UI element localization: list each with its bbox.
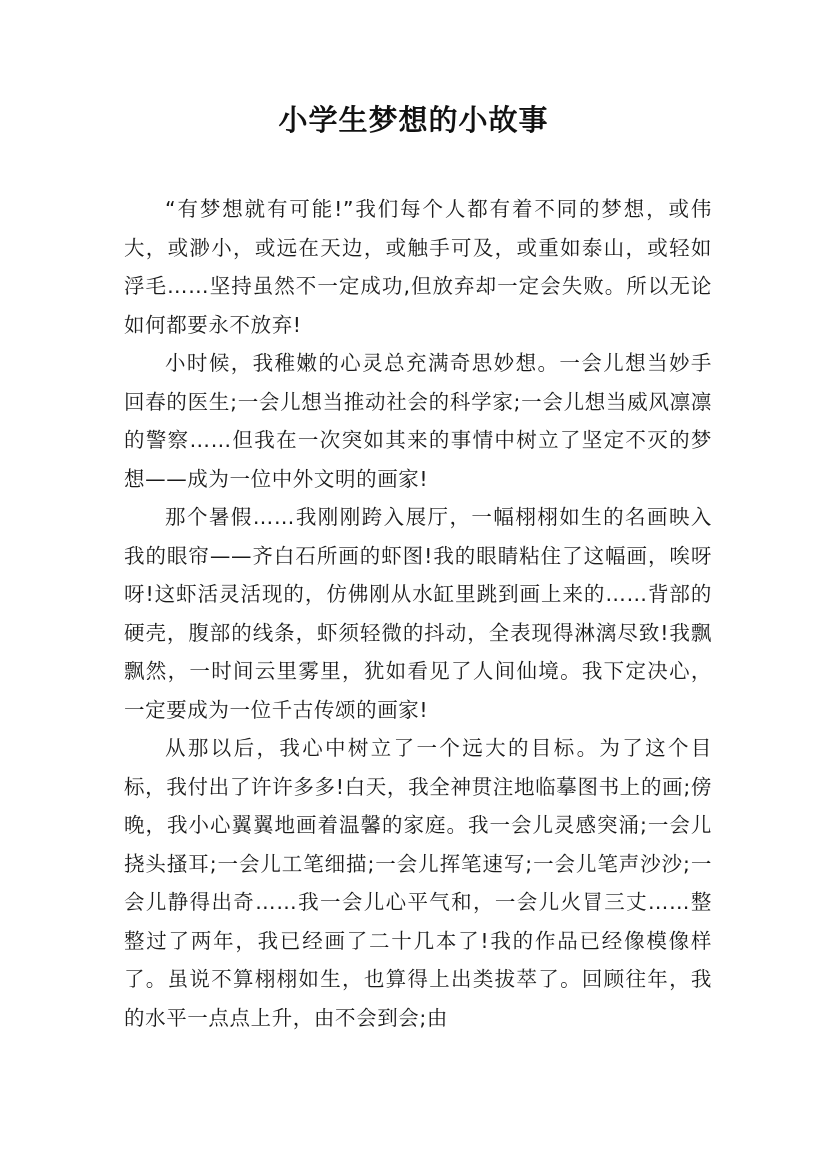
paragraph: 从那以后，我心中树立了一个远大的目标。为了这个目标，我付出了许许多多!白天，我全神贯注地临摹图书上的画;傍晚，我小心翼翼地画着温馨的家庭。我一会儿灵感突涌;一会儿挠头搔耳;一会儿工笔细描;一会儿挥笔速写;一会儿笔声沙沙;一会儿静得出奇……我一会儿心平气和，一会儿火冒三丈……整整过了两年，我已经画了二十几本了!我的作品已经像模像样了。虽说不算栩栩如生，也算得上出类拔萃了。回顾往年，我的水平一点点上升，由不会到会;由: [124, 736, 712, 1030]
paragraph: “有梦想就有可能!”我们每个人都有着不同的梦想，或伟大，或渺小，或远在天边，或触手可及，或重如泰山，或轻如浮毛……坚持虽然不一定成功,但放弃却一定会失败。所以无论如何都要永不放弃!: [124, 197, 712, 337]
paragraph: 那个暑假……我刚刚跨入展厅，一幅栩栩如生的名画映入我的眼帘——齐白石所画的虾图!我的眼睛粘住了这幅画，唉呀呀!这虾活灵活现的，仿佛刚从水缸里跳到画上来的……背部的硬壳，腹部的线条，虾须轻微的抖动，全表现得淋漓尽致!我飘飘然，一时间云里雾里，犹如看见了人间仙境。我下定决心，一定要成为一位千古传颂的画家!: [124, 505, 712, 722]
article-body: [124, 190, 712, 1037]
paragraph: 小时候，我稚嫩的心灵总充满奇思妙想。一会儿想当妙手回春的医生;一会儿想当推动社会的科学家;一会儿想当威风凛凛的警察……但我在一次突如其来的事情中树立了坚定不灭的梦想——成为一位中外文明的画家!: [124, 351, 712, 491]
page-title: 小学生梦想的小故事: [278, 103, 549, 137]
